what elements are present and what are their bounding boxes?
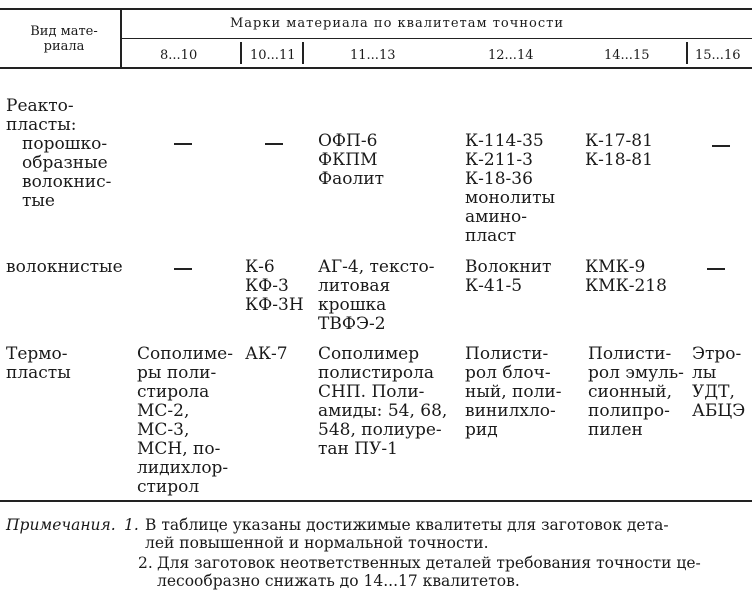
header-range-1: 8...10	[160, 48, 198, 63]
row3-col4: Полисти- рол блоч- ный, поли- винилхло- рид	[465, 344, 562, 440]
row1-col6-dash	[712, 145, 730, 147]
row1-col5: К-17-81 К-18-81	[585, 131, 653, 170]
row2-col1-dash	[174, 268, 192, 270]
header-grades-title: Марки материала по квалитетам точности	[230, 16, 564, 31]
row3-col3: Сополимер полистирола СНП. Поли- амиды: 54, 68, 548, полиуре- тан ПУ-1	[318, 344, 448, 459]
row3-col5: Полисти- рол эмуль- сионный, полипро- пилен	[588, 344, 684, 440]
header-range-3: 11...13	[350, 48, 396, 63]
row3-group-label: Термо- пласты	[6, 344, 71, 383]
header-sub-rule	[121, 38, 752, 39]
header-range-4: 12...14	[488, 48, 534, 63]
col-divider-5	[686, 42, 688, 64]
row3-col1: Сополиме- ры поли- стирола МС-2, МС-3, МСН, по- лидихлор- стирол	[137, 344, 233, 497]
note-1-num: 1.	[124, 516, 139, 534]
row2-col6-dash	[707, 268, 725, 270]
row1-group-label: Реакто- пласты:	[6, 96, 77, 135]
header-range-5: 14...15	[604, 48, 650, 63]
row2-col5: КМК-9 КМК-218	[585, 257, 667, 296]
header-bottom-rule	[0, 67, 752, 69]
header-range-6: 15...16	[695, 48, 741, 63]
row2-col3: АГ-4, тексто- литовая крошка ТВФЭ-2	[318, 257, 435, 334]
header-range-2: 10...11	[250, 48, 296, 63]
row1-col1-dash	[174, 143, 192, 145]
note-2-num: 2.	[138, 554, 153, 572]
header-material-type: Вид мате- риала	[30, 24, 98, 54]
row1-col4: К-114-35 К-211-3 К-18-36 монолиты амино- пласт	[465, 131, 556, 246]
row3-col2: АК-7	[245, 344, 288, 364]
row2-group-label: волокнистые	[6, 257, 123, 277]
row1-col3: ОФП-6 ФКПМ Фаолит	[318, 131, 385, 189]
row3-col6: Этро- лы УДТ, АБЦЭ	[692, 344, 746, 421]
row2-col4: Волокнит К-41-5	[465, 257, 552, 296]
col-divider-2	[302, 42, 304, 64]
row1-col2-dash	[265, 143, 283, 145]
row1-sub-label: порошко- образные волокнис- тые	[22, 134, 112, 211]
note-1-text: В таблице указаны достижимые квалитеты для заготовок дета- лей повышенной и нормальной точности.	[145, 516, 669, 552]
col-divider-1	[240, 42, 242, 64]
notes-prefix: Примечания.	[6, 516, 116, 534]
row2-col2: К-6 КФ-3 КФ-3Н	[245, 257, 304, 315]
note-2-text: Для заготовок неответственных деталей требования точности це- лесообразно снижать до 14...17 квалитетов.	[157, 554, 701, 590]
table-top-rule	[0, 8, 752, 10]
table-bottom-rule	[0, 500, 752, 502]
